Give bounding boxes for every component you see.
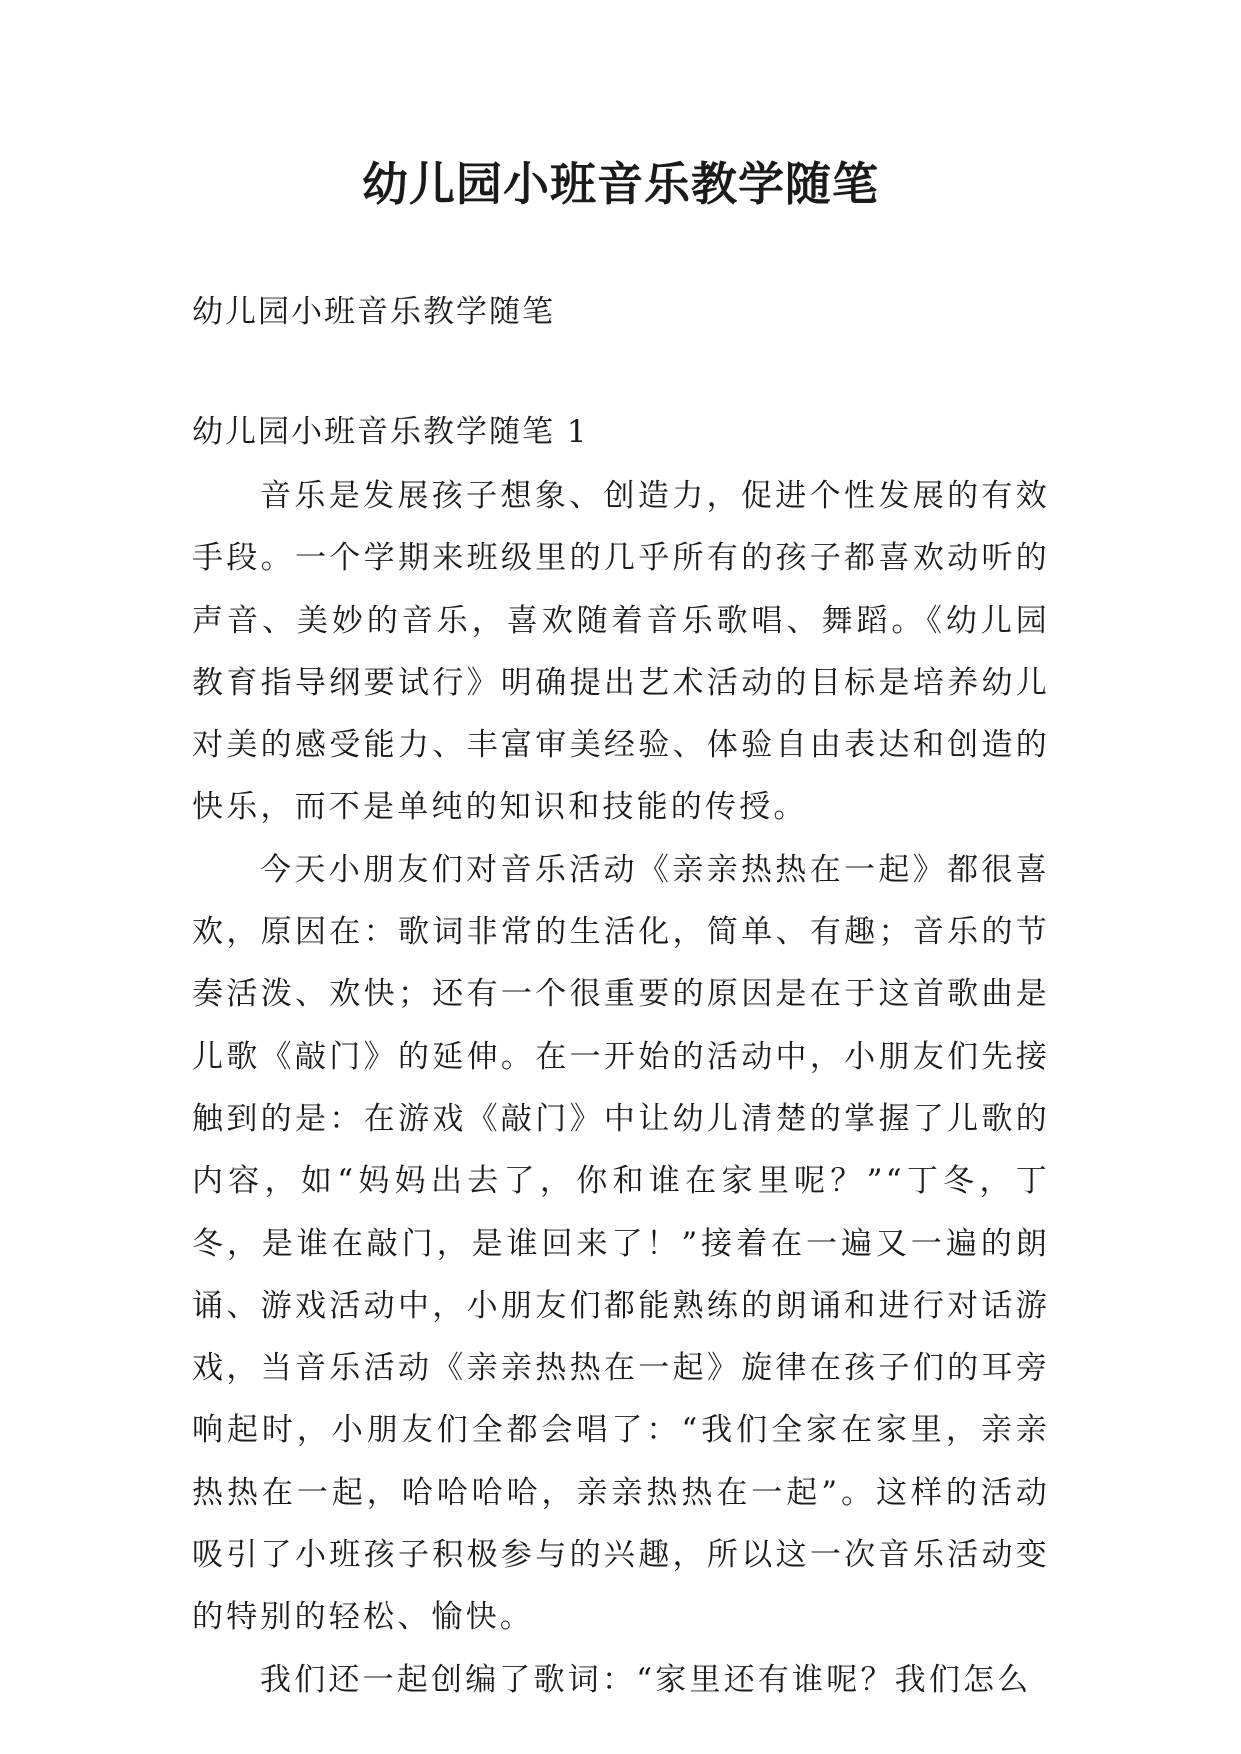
section-heading: 幼儿园小班音乐教学随笔 1 [192, 414, 589, 450]
document-body [192, 465, 1050, 1711]
paragraph-1: 音乐是发展孩子想象、创造力，促进个性发展的有效手段。一个学期来班级里的几乎所有的孩子都喜欢动听的声音、美妙的音乐，喜欢随着音乐歌唱、舞蹈。《幼儿园教育指导纲要试行》明确提出艺术活动的目标是培养幼儿对美的感受能力、丰富审美经验、体验自由表达和创造的快乐，而不是单纯的知识和技能的传授。 [192, 478, 1050, 826]
document-title: 幼儿园小班音乐教学随笔 [362, 157, 879, 211]
document-subtitle: 幼儿园小班音乐教学随笔 [192, 294, 555, 330]
paragraph-2: 今天小朋友们对音乐活动《亲亲热热在一起》都很喜欢，原因在：歌词非常的生活化，简单、有趣；音乐的节奏活泼、欢快；还有一个很重要的原因是在于这首歌曲是儿歌《敲门》的延伸。在一开始的活动中，小朋友们先接触到的是：在游戏《敲门》中让幼儿清楚的掌握了儿歌的内容，如“妈妈出去了，你和谁在家里呢？”“丁冬，丁冬，是谁在敲门，是谁回来了！”接着在一遍又一遍的朗诵、游戏活动中，小朋友们都能熟练的朗诵和进行对话游戏，当音乐活动《亲亲热热在一起》旋律在孩子们的耳旁响起时，小朋友们全都会唱了：“我们全家在家里，亲亲热热在一起，哈哈哈哈，亲亲热热在一起”。这样的活动吸引了小班孩子积极参与的兴趣，所以这一次音乐活动变的特别的轻松、愉快。 [192, 851, 1050, 1636]
paragraph-3: 我们还一起创编了歌词：“家里还有谁呢？我们怎么 [260, 1661, 1032, 1698]
